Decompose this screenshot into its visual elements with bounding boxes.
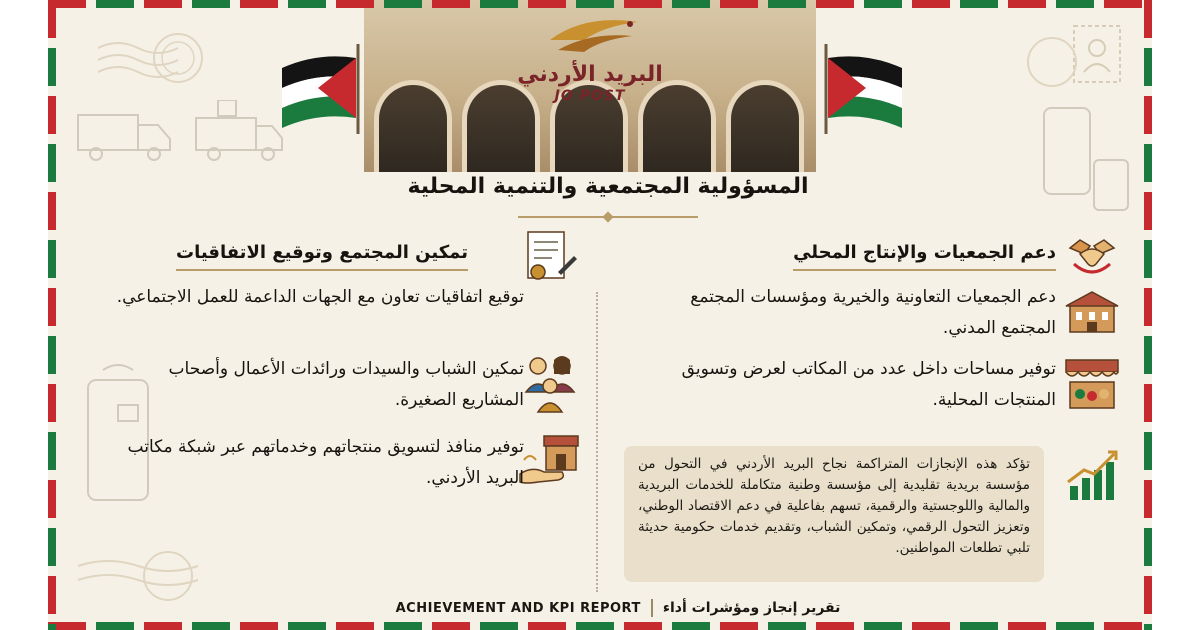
section-title-text: دعم الجمعيات والإنتاج المحلي: [793, 242, 1056, 263]
building-icon: [1064, 288, 1120, 336]
postmark-stamp-icon: [68, 540, 228, 610]
airmail-border-left: [48, 0, 56, 630]
title-underline: [793, 269, 1056, 271]
section-title-local-support: [793, 242, 1056, 271]
airmail-border-right: [1144, 0, 1152, 630]
jordan-flag-icon: [822, 44, 906, 134]
footer-separator: [651, 599, 653, 617]
postage-stamp-icon: [1008, 20, 1128, 100]
market-stall-icon: [1062, 354, 1122, 414]
jordan-flag-icon: [278, 44, 362, 134]
summary-box: تؤكد هذه الإنجازات المتراكمة نجاح البريد الأردني في التحول من مؤسسة بريدية تقليدية إلى مؤسسة وطنية متكاملة للخدمات البريدية والمالية واللوجستية والرقمية، تسهم بفاعلية في دعم الاقتصاد الوطني، وتعزيز التحول الرقمي، وتمكين الشباب، وتقديم خدمات حكومية حديثة تلبي تطلعات المواطنين.: [624, 446, 1044, 582]
jo-post-bird-logo-icon: [544, 10, 644, 64]
column-divider: [596, 292, 598, 592]
airmail-border-bottom: [48, 622, 1152, 630]
section-title-text: تمكين المجتمع وتوقيع الاتفاقيات: [175, 242, 468, 263]
infographic-card: [48, 0, 1152, 630]
title-divider: [518, 216, 698, 218]
title-underline: [176, 269, 468, 271]
delivery-truck-icon: [68, 100, 288, 170]
footer-english-label: ACHIEVEMENT AND KPI REPORT: [395, 600, 641, 616]
section-title-community-empowerment: [176, 242, 468, 271]
logo-english-text: JO POST: [554, 88, 626, 104]
report-footer: [368, 596, 868, 620]
mobile-device-icon: [1038, 100, 1138, 220]
page-title: المسؤولية المجتمعية والتنمية المحلية: [407, 174, 809, 199]
growth-chart-icon: [1064, 446, 1122, 504]
shop-hand-icon: [518, 432, 582, 486]
logo-arabic-text: البريد الأردني: [517, 62, 663, 87]
bullet-market-spaces: توفير مساحات داخل عدد من المكاتب لعرض وتسويق المنتجات المحلية.: [681, 359, 1056, 410]
bullet-support-associations: دعم الجمعيات التعاونية والخيرية ومؤسسات المجتمع المجتمع المدني.: [690, 287, 1056, 338]
postmark-stamp-icon: [88, 28, 228, 98]
headquarters-banner: [364, 0, 816, 172]
footer-arabic-label: تقرير إنجاز ومؤشرات أداء: [662, 600, 841, 616]
people-icon: [518, 352, 582, 414]
bullet-cooperation-agreements: توقيع اتفاقيات تعاون مع الجهات الداعمة للعمل الاجتماعي.: [116, 287, 524, 307]
handshake-icon: [1066, 228, 1118, 280]
contract-icon: [522, 228, 578, 286]
bullet-empower-youth-women: تمكين الشباب والسيدات ورائدات الأعمال وأصحاب المشاريع الصغيرة.: [168, 359, 524, 410]
bullet-marketing-outlets: توفير منافذ لتسويق منتجاتهم وخدماتهم عبر شبكة مكاتب البريد الأردني.: [127, 437, 524, 488]
airmail-border-top: [48, 0, 1152, 8]
